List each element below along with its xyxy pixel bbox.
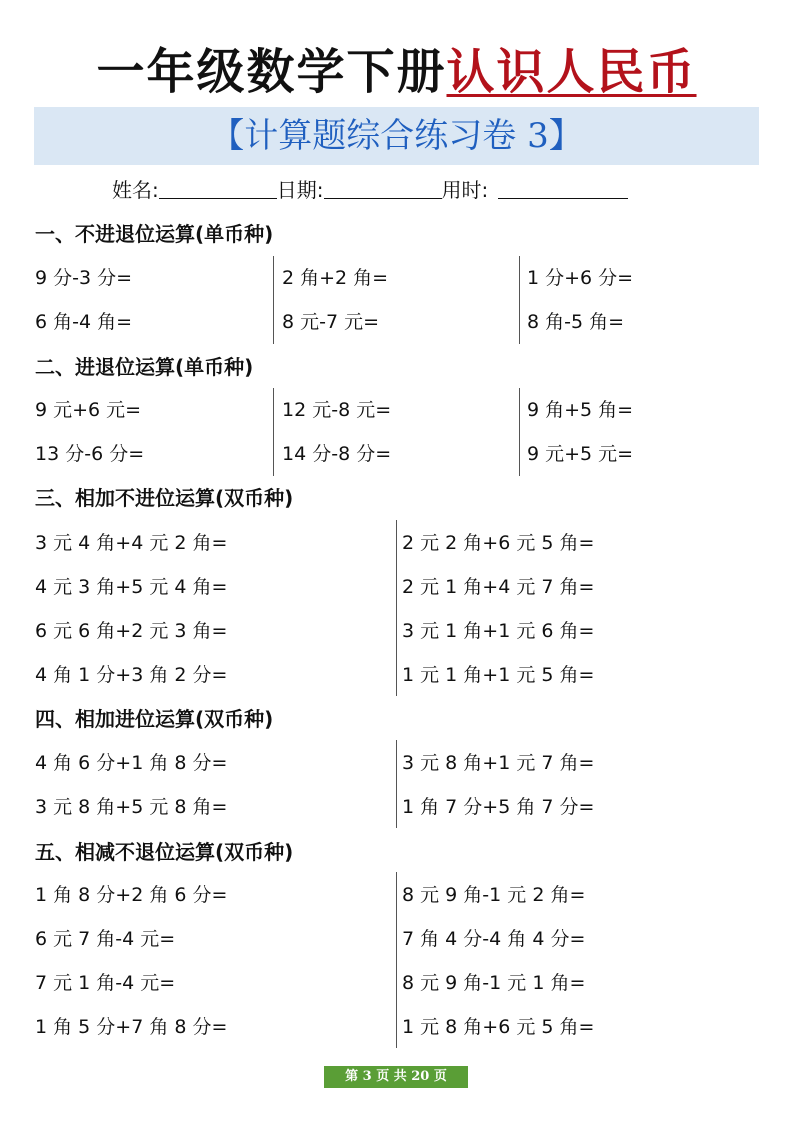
column-divider: [519, 388, 520, 476]
time-label: 用时:: [441, 178, 489, 202]
problem-item: 9 元+5 元=: [527, 443, 634, 465]
page-number-badge: 第 3 页 共 20 页: [324, 1066, 468, 1088]
problem-item: 3 元 8 角+5 元 8 角=: [35, 796, 228, 818]
problem-item: 4 角 1 分+3 角 2 分=: [35, 664, 228, 686]
worksheet-banner: 【计算题综合练习卷 3】: [34, 107, 759, 165]
problem-item: 6 元 6 角+2 元 3 角=: [35, 620, 228, 642]
section-title: 二、进退位运算(单币种): [35, 355, 254, 379]
problem-item: 8 元-7 元=: [282, 311, 380, 333]
problem-item: 9 分-3 分=: [35, 267, 133, 289]
problem-item: 2 元 1 角+4 元 7 角=: [402, 576, 595, 598]
problem-item: 12 元-8 元=: [282, 399, 392, 421]
column-divider: [396, 872, 397, 1048]
column-divider: [273, 256, 274, 344]
problem-item: 2 元 2 角+6 元 5 角=: [402, 532, 595, 554]
name-label: 姓名:: [112, 178, 159, 202]
title-main: 一年级数学下册: [96, 44, 447, 100]
section-title: 五、相减不退位运算(双币种): [35, 840, 294, 864]
problem-item: 1 元 8 角+6 元 5 角=: [402, 1016, 595, 1038]
problem-item: 3 元 1 角+1 元 6 角=: [402, 620, 595, 642]
problem-item: 8 角-5 角=: [527, 311, 625, 333]
problem-item: 9 角+5 角=: [527, 399, 634, 421]
problem-item: 7 元 1 角-4 元=: [35, 972, 176, 994]
date-blank: [324, 177, 442, 199]
problem-item: 8 元 9 角-1 元 2 角=: [402, 884, 586, 906]
problem-item: 9 元+6 元=: [35, 399, 142, 421]
problem-item: 4 元 3 角+5 元 4 角=: [35, 576, 228, 598]
problem-item: 7 角 4 分-4 角 4 分=: [402, 928, 586, 950]
problem-item: 3 元 8 角+1 元 7 角=: [402, 752, 595, 774]
column-divider: [273, 388, 274, 476]
problem-item: 1 角 5 分+7 角 8 分=: [35, 1016, 228, 1038]
problem-item: 2 角+2 角=: [282, 267, 389, 289]
problem-item: 3 元 4 角+4 元 2 角=: [35, 532, 228, 554]
problem-item: 13 分-6 分=: [35, 443, 145, 465]
section-title: 四、相加进位运算(双币种): [35, 707, 274, 731]
column-divider: [396, 520, 397, 696]
name-blank: [159, 177, 277, 199]
problem-item: 14 分-8 分=: [282, 443, 392, 465]
problem-item: 1 元 1 角+1 元 5 角=: [402, 664, 595, 686]
problem-item: 6 元 7 角-4 元=: [35, 928, 176, 950]
page-title: [0, 40, 793, 104]
time-blank: [498, 177, 628, 199]
date-label: 日期:: [276, 178, 324, 202]
section-title: 三、相加不进位运算(双币种): [35, 486, 294, 510]
problem-item: 1 角 7 分+5 角 7 分=: [402, 796, 595, 818]
problem-item: 1 角 8 分+2 角 6 分=: [35, 884, 228, 906]
problem-item: 4 角 6 分+1 角 8 分=: [35, 752, 228, 774]
problem-item: 6 角-4 角=: [35, 311, 133, 333]
column-divider: [519, 256, 520, 344]
column-divider: [396, 740, 397, 828]
section-title: 一、不进退位运算(单币种): [35, 222, 274, 246]
problem-item: 8 元 9 角-1 元 1 角=: [402, 972, 586, 994]
student-info-line: [112, 174, 628, 206]
title-highlight: 认识人民币: [446, 44, 697, 100]
problem-item: 1 分+6 分=: [527, 267, 634, 289]
